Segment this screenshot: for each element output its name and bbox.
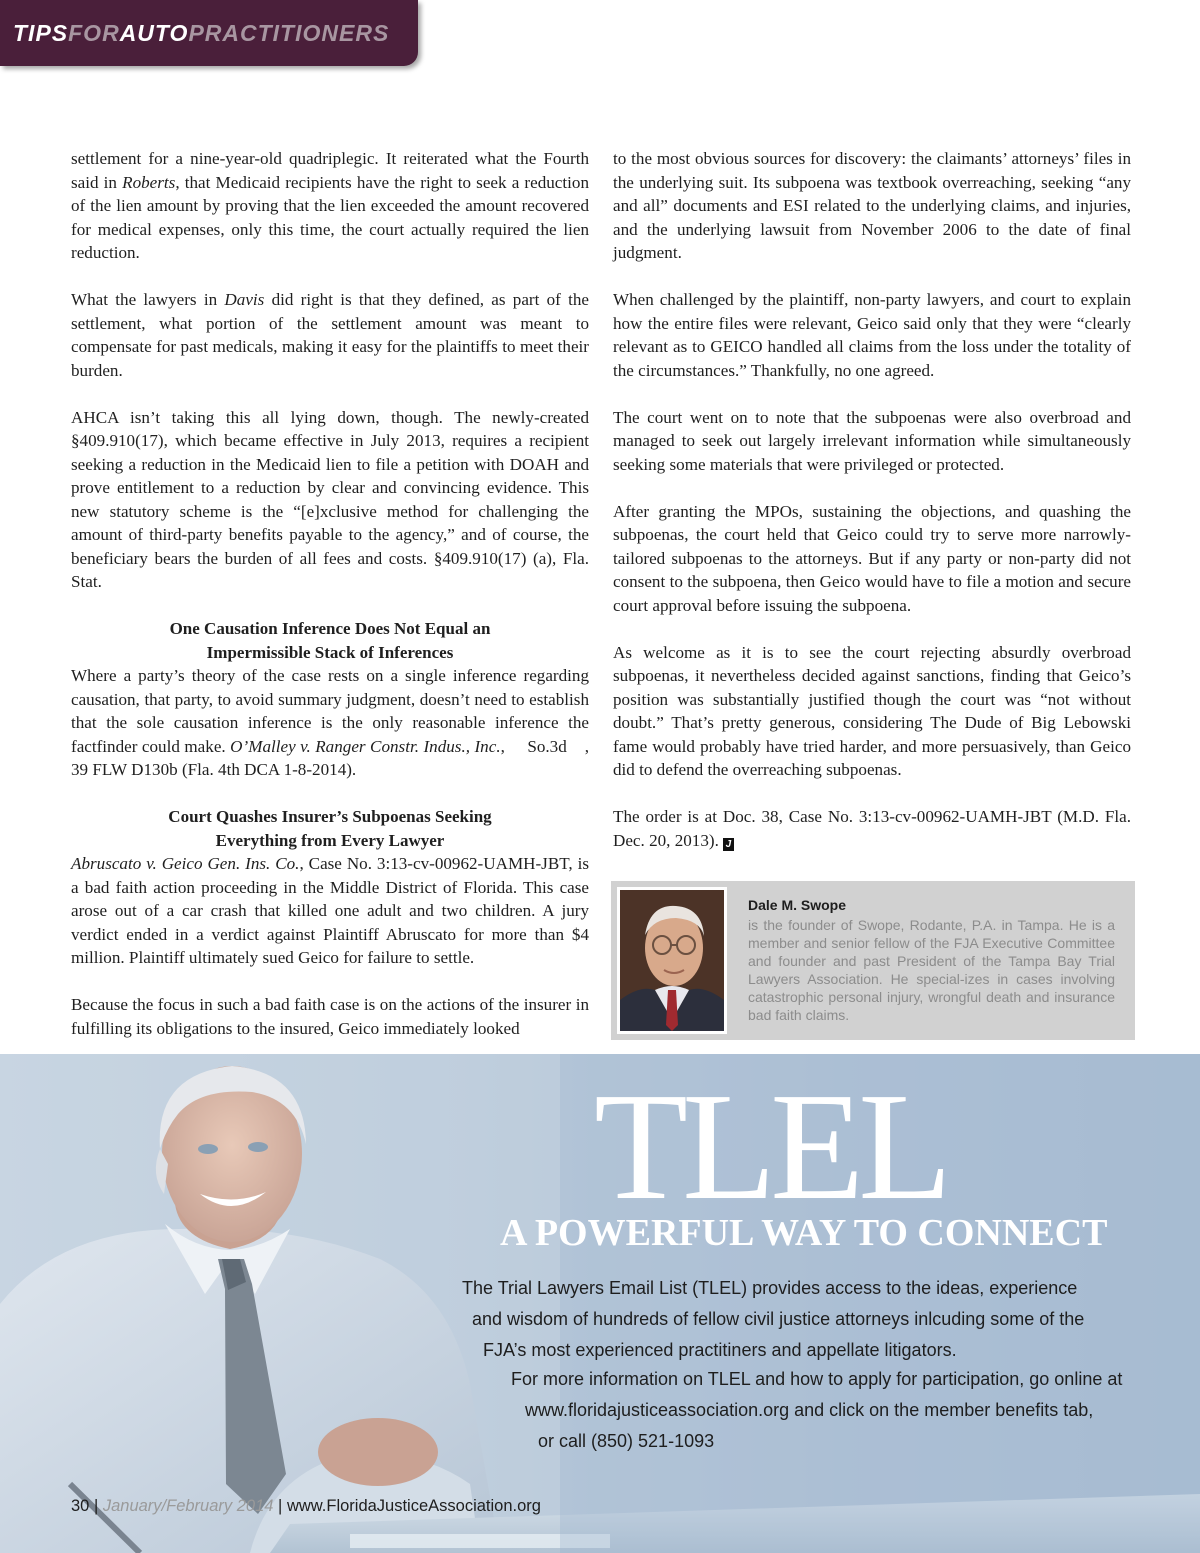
right-paragraph-2: When challenged by the plaintiff, non-party lawyers, and court to explain how the entire files were relevant, Geico said only that they were “clearly relevant as to GEICO handled all claims from the loss under the totality of the circumstances.” Thankfully, no one agreed.	[613, 290, 1131, 380]
header-part-auto: AUTO	[119, 20, 189, 46]
subheading-subpoenas	[71, 805, 589, 852]
left-paragraph-6: Because the focus in such a bad faith case is on the actions of the insurer in fulfilling its obligations to the insured, Geico immediately looked	[71, 995, 589, 1038]
article-end-mark-icon: J	[723, 838, 734, 851]
right-paragraph-3: The court went on to note that the subpoenas were also overbroad and managed to seek out largely irrelevant information while simultaneously seeking some materials that were privileged or protected.	[613, 407, 1131, 474]
text: One Causation Inference Does Not Equal an	[169, 619, 491, 638]
author-bio-box	[611, 881, 1135, 1040]
case-name-omalley: O’Malley v. Ranger Constr. Indus., Inc.	[230, 736, 501, 756]
page-footer	[71, 1497, 541, 1516]
header-part-tips: TIPS	[13, 20, 69, 46]
case-name-roberts: Roberts	[122, 172, 176, 192]
ad-info-line-url[interactable]: www.floridajusticeassociation.org and click on the member benefits tab,	[525, 1400, 1094, 1420]
text: Everything from Every Lawyer	[215, 830, 445, 850]
page-number: 30	[71, 1497, 90, 1515]
footer-separator: |	[278, 1497, 283, 1515]
left-paragraph-2	[71, 288, 589, 382]
issue-date: January/February 2014	[102, 1497, 274, 1515]
footer-separator: |	[93, 1497, 99, 1515]
article-right-column	[613, 147, 1131, 852]
ad-description-line: The Trial Lawyers Email List (TLEL) provides access to the ideas, experience	[462, 1278, 1078, 1298]
text: , that Medicaid recipients have the right to seek a reduction of the lien amount by proving that the lien exceeded the amount recovered for medical expenses, only this time, the court actually required the lien reduction.	[71, 172, 589, 262]
right-paragraph-4: After granting the MPOs, sustaining the objections, and quashing the subpoenas, the court held that Geico could try to serve more narrowly-tailored subpoenas to the attorneys. But if any party or non-party did not consent to the subpoena, then Geico would have to file a motion and secure court approval before issuing the subpoena.	[613, 501, 1131, 615]
ad-description-line: FJA’s most experienced practitiners and appellate litigators.	[483, 1340, 957, 1360]
author-portrait-image	[620, 890, 724, 1031]
left-paragraph-3: AHCA isn’t taking this all lying down, though. The newly-created §409.910(17), which became effective in July 2013, requires a recipient seeking a reduction in the Medicaid lien to file a petition with DOAH and prove entitlement to a reduction by clear and convincing evidence. This new statutory scheme is the “[e]xclusive method for challenging the amount of third-party benefits payable to the agency,” and of course, the beneficiary bears the burden of all fees and costs. §409.910(17) (a), Fla. Stat.	[71, 407, 589, 591]
ad-title: TLEL	[594, 1062, 947, 1232]
article-left-column	[71, 147, 594, 1040]
author-photo	[617, 887, 727, 1034]
ad-info-line: For more information on TLEL and how to apply for participation, go online at	[511, 1369, 1123, 1389]
text: , So.3d , 39 FLW D130b (Fla. 4th DCA 1-8-2014).	[71, 736, 594, 779]
ad-description-line: and wisdom of hundreds of fellow civil justice attorneys inlcuding some of the	[472, 1309, 1085, 1329]
subheading-causation	[71, 617, 589, 664]
ad-info-line-phone: or call (850) 521-1093	[538, 1431, 715, 1451]
right-paragraph-5: As welcome as it is to see the court rejecting absurdly overbroad subpoenas, it nevertheless decided against sanctions, finding that Geico’s position was substantially justified though the court was “not without doubt.” That’s pretty generous, considering The Dude of Big Lebowski fame would probably have tried harder, and more persuasively, than Geico did to defend the overreaching subpoenas.	[613, 642, 1131, 779]
text: settlement for a nine-year-old quadriplegic. It reiterated what the Fourth said in	[71, 149, 589, 192]
left-paragraph-5	[71, 852, 589, 970]
header-part-for: FOR	[68, 20, 120, 46]
case-name-abruscato: Abruscato v. Geico Gen. Ins. Co.	[71, 854, 300, 873]
text: did right is that they defined, as part of the settlement, what portion of the settlement amount was meant to compensate for past medicals, making it easy for the plaintiffs to meet their burden.	[71, 290, 590, 380]
ad-contact-info	[500, 1364, 1160, 1457]
text: Where a party’s theory of the case rests on a single inference regarding causation, that party, to avoid summary judgment, doesn’t need to establish that the sole causation inference is the only reasonable inference the factfinder could make.	[71, 666, 589, 756]
right-paragraph-1: to the most obvious sources for discovery: the claimants’ attorneys’ files in the underlying suit. Its subpoena was textbook overreaching, seeking “any and all” documents and ESI related to the underlying claims, and injuries, and the underlying lawsuit from November 2006 to the date of final judgment.	[613, 149, 1131, 262]
text: The order is at Doc. 38, Case No. 3:13-cv-00962-UAMH-JBT (M.D. Fla. Dec. 20, 2013).	[613, 807, 1131, 850]
text: Court Quashes Insurer’s Subpoenas Seeking	[168, 807, 492, 826]
section-header-tab	[0, 0, 418, 66]
footer-website-link[interactable]: www.FloridaJusticeAssociation.org	[286, 1497, 541, 1515]
left-paragraph-1	[71, 147, 589, 265]
text: Impermissible Stack of Inferences	[206, 642, 454, 662]
section-header-label	[13, 20, 389, 47]
right-paragraph-6	[613, 805, 1131, 852]
author-name: Dale M. Swope	[748, 897, 847, 913]
case-name-davis: Davis	[224, 290, 265, 309]
left-paragraph-4	[71, 664, 594, 782]
author-description: is the founder of Swope, Rodante, P.A. in Tampa. He is a member and senior fellow of the FJA Executive Committee and founder and past President of the Tampa Bay Trial Lawyers Association. He special-izes in cases involving catastrophic personal injury, wrongful death and insurance bad faith claims.	[748, 917, 1115, 1023]
text: , Case No. 3:13-cv-00962-UAMH-JBT, is a bad faith action proceeding in the Middle District of Florida. This case arose out of a car crash that killed one adult and two children. A jury verdict ended in a verdict against Plaintiff Abruscato for more than $4 million. Plaintiff ultimately sued Geico for failure to settle.	[71, 854, 590, 967]
ad-tagline: A POWERFUL WAY TO CONNECT	[500, 1212, 1108, 1254]
text: What the lawyers in	[71, 290, 225, 309]
header-part-practitioners: PRACTITIONERS	[188, 20, 390, 46]
ad-description	[450, 1273, 1160, 1366]
